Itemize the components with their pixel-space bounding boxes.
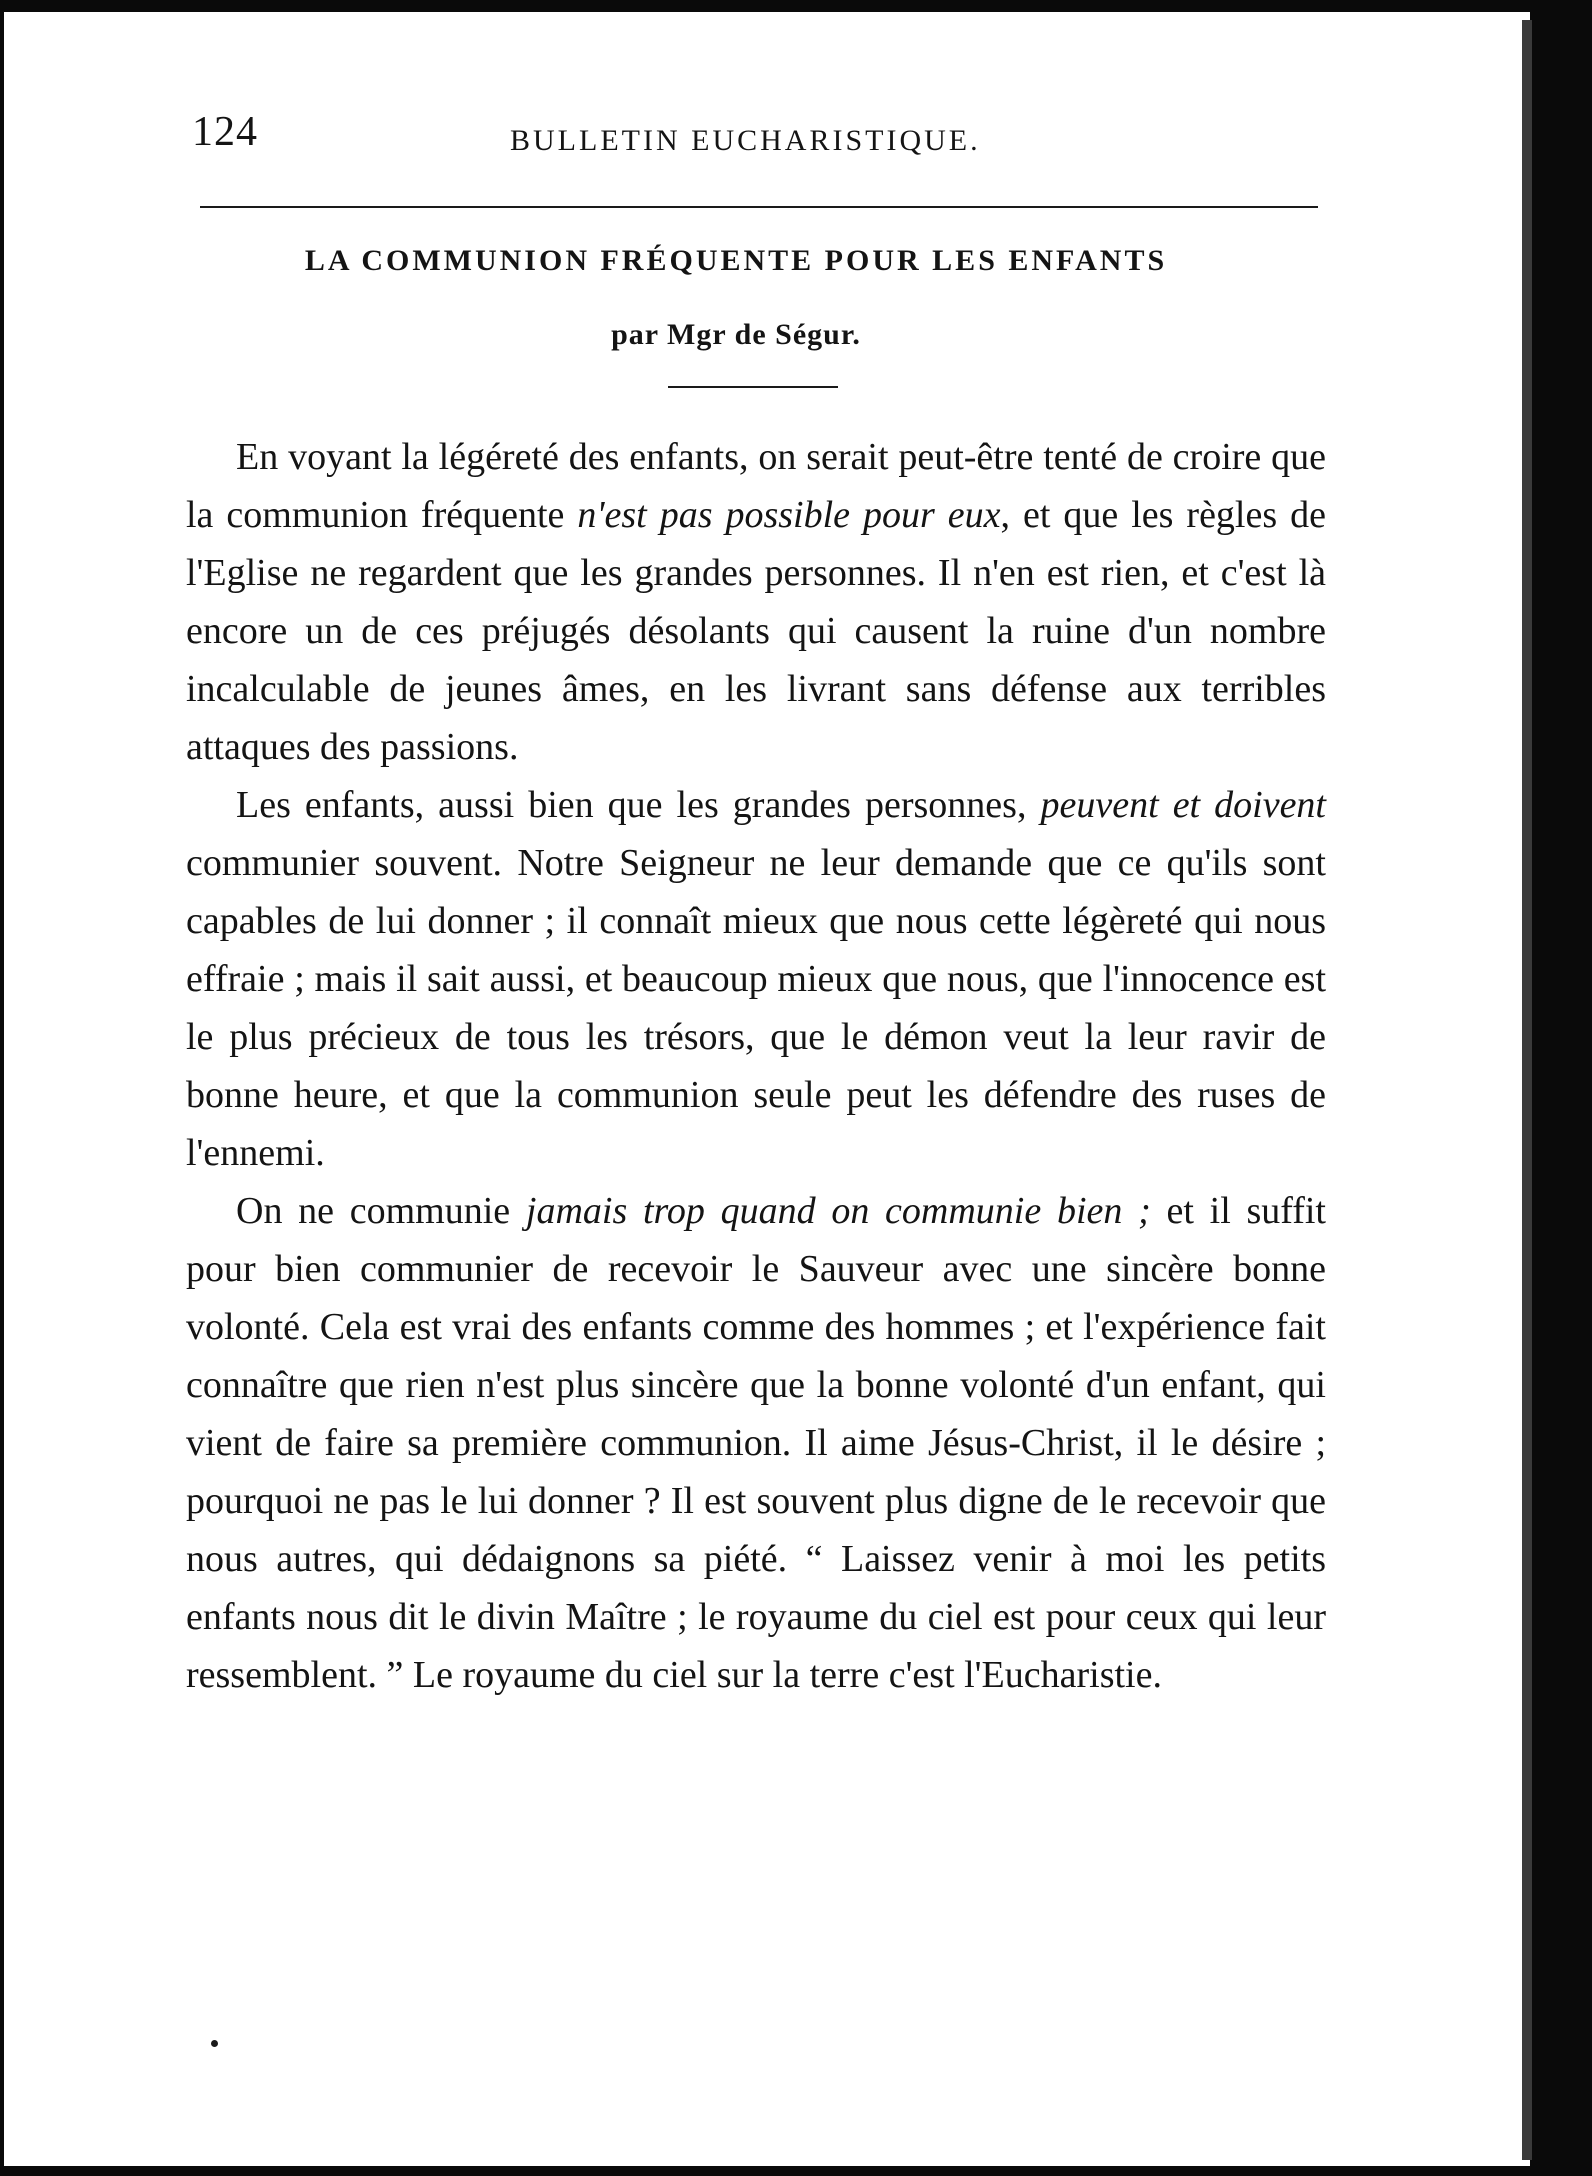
paragraph-text: Les enfants, aussi bien que les grandes personnes,	[236, 784, 1041, 826]
header-rule	[200, 206, 1318, 208]
paragraph-text: En voyant la légéreté des enfants, on serait peut-être tenté de croire que la communion fréquente	[186, 436, 1326, 536]
paragraph-text: communier souvent. Notre Seigneur ne leur demande que ce qu'ils sont capables de lui donner ; il connaît mieux que nous cette légèreté qui nous effraie ; mais il sait aussi, et beaucoup mieux que nous, que l'innocence est le plus précieux de tous les trésors, que le démon veut la leur ravir de bonne heure, et que la communion seule peut les défendre des ruses de l'ennemi.	[186, 842, 1326, 1174]
paragraph-emphasis: jamais trop quand on communie bien ;	[525, 1190, 1151, 1232]
article-title: LA COMMUNION FRÉQUENTE POUR LES ENFANTS	[304, 244, 1168, 277]
scan-border-right	[1530, 0, 1592, 2176]
paragraph-1	[186, 428, 1326, 776]
paragraph-text: , et que les règles de l'Eglise ne regardent que les grandes personnes. Il n'en est rien, et c'est là encore un de ces préjugés désolants qui causent la ruine d'un nombre incalculable de jeunes âmes, en les livrant sans défense aux terribles attaques des passions.	[186, 494, 1326, 768]
paragraph-text: On ne communie	[236, 1190, 526, 1232]
paragraph-emphasis: peuvent et doivent	[1040, 784, 1326, 826]
ink-speck	[211, 2040, 218, 2047]
paragraph-text: et il suffit pour bien communier de recevoir le Sauveur avec une sincère bonne volonté. Cela est vrai des enfants comme des hommes ; et l'expérience fait connaître que rien n'est plus sincère que la bonne volonté d'un enfant, qui vient de faire sa première communion. Il aime Jésus-Christ, il le désire ; pourquoi ne pas le lui donner ? Il est souvent plus digne de le recevoir que nous autres, qui dédaignons sa piété. “ Laissez venir à moi les petits enfants nous dit le divin Maître ; le royaume du ciel est pour ceux qui leur ressemblent. ” Le royaume du ciel sur la terre c'est l'Eucharistie.	[186, 1190, 1326, 1696]
article-byline: par Mgr de Ségur.	[611, 318, 861, 351]
title-separator-rule	[668, 386, 838, 388]
paragraph-3	[186, 1182, 1326, 1704]
scan-border-left	[0, 0, 4, 2176]
paragraph-emphasis: n'est pas possible pour eux	[577, 494, 1001, 536]
page-number: 124	[192, 109, 258, 155]
scan-border-top	[0, 0, 1592, 12]
scan-border-bottom	[0, 2166, 1592, 2176]
paragraph-2	[186, 776, 1326, 1182]
scan-border-right-inner	[1522, 20, 1532, 2160]
article-body	[186, 428, 1326, 1704]
running-title: BULLETIN EUCHARISTIQUE.	[510, 124, 981, 157]
